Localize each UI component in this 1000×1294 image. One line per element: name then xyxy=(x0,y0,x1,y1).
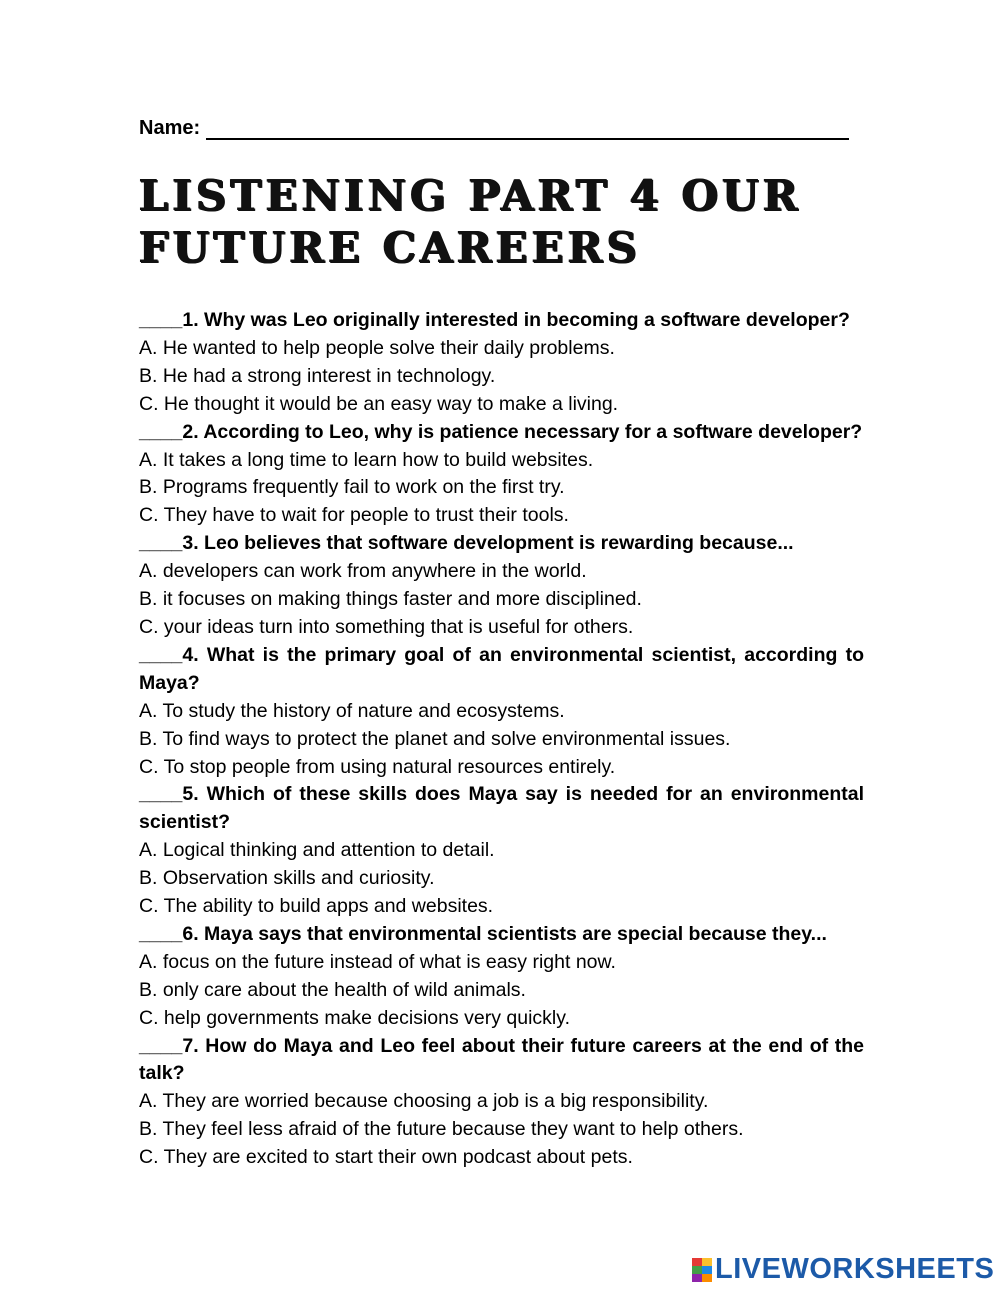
answer-option: A. To study the history of nature and ecosystems. xyxy=(139,699,565,722)
liveworksheets-logo-text: LIVEWORKSHEETS xyxy=(715,1253,995,1285)
question-stem: ____6. Maya says that environmental scientists are special because they... xyxy=(139,922,827,945)
logo-block xyxy=(692,1274,702,1282)
name-field xyxy=(139,117,849,140)
worksheet-title: LISTENING PART 4 OUR FUTURE CAREERS xyxy=(139,171,802,272)
answer-option: A. focus on the future instead of what is easy right now. xyxy=(139,950,616,973)
question-stem: ____5. Which of these skills does Maya say is needed for an environmental scientist? xyxy=(139,783,864,834)
answer-option: B. To find ways to protect the planet and solve environmental issues. xyxy=(139,727,731,750)
answer-option: B. only care about the health of wild animals. xyxy=(139,978,526,1001)
answer-option: C. He thought it would be an easy way to make a living. xyxy=(139,392,619,415)
answer-option: C. help governments make decisions very quickly. xyxy=(139,1006,570,1029)
answer-option: B. He had a strong interest in technology. xyxy=(139,364,496,387)
name-blank-line[interactable] xyxy=(206,118,849,140)
question-stem: ____3. Leo believes that software development is rewarding because... xyxy=(139,532,794,555)
question-1 xyxy=(139,307,864,419)
logo-block xyxy=(692,1258,702,1266)
liveworksheets-logo xyxy=(692,1253,994,1286)
answer-option: B. Programs frequently fail to work on the first try. xyxy=(139,476,565,499)
question-4 xyxy=(139,642,864,782)
question-stem: ____7. How do Maya and Leo feel about their future careers at the end of the talk? xyxy=(139,1034,864,1085)
answer-option: A. It takes a long time to learn how to build websites. xyxy=(139,448,594,471)
question-6 xyxy=(139,921,864,1033)
question-7 xyxy=(139,1033,864,1173)
answer-option: C. To stop people from using natural resources entirely. xyxy=(139,755,616,778)
name-label: Name: xyxy=(139,117,201,139)
answer-option: A. developers can work from anywhere in the world. xyxy=(139,560,587,583)
question-3 xyxy=(139,530,864,642)
logo-block xyxy=(702,1274,712,1282)
answer-option: A. Logical thinking and attention to detail. xyxy=(139,839,495,862)
question-stem: ____4. What is the primary goal of an environmental scientist, according to Maya? xyxy=(139,643,864,694)
answer-option: B. Observation skills and curiosity. xyxy=(139,867,435,890)
answer-option: A. They are worried because choosing a job is a big responsibility. xyxy=(139,1090,709,1113)
answer-option: B. it focuses on making things faster and more disciplined. xyxy=(139,588,642,611)
logo-block xyxy=(702,1266,712,1274)
answer-option: C. your ideas turn into something that is useful for others. xyxy=(139,615,634,638)
answer-option: A. He wanted to help people solve their daily problems. xyxy=(139,336,615,359)
liveworksheets-logo-icon xyxy=(692,1258,712,1282)
question-stem: ____2. According to Leo, why is patience necessary for a software developer? xyxy=(139,420,863,443)
answer-option: C. They are excited to start their own podcast about pets. xyxy=(139,1146,633,1169)
question-list xyxy=(139,307,864,1172)
question-stem: ____1. Why was Leo originally interested in becoming a software developer? xyxy=(139,309,850,331)
logo-block xyxy=(702,1258,712,1266)
question-5 xyxy=(139,781,864,921)
question-2 xyxy=(139,419,864,531)
answer-option: B. They feel less afraid of the future because they want to help others. xyxy=(139,1118,744,1141)
answer-option: C. They have to wait for people to trust their tools. xyxy=(139,504,569,527)
answer-option: C. The ability to build apps and websites. xyxy=(139,895,494,918)
logo-block xyxy=(692,1266,702,1274)
